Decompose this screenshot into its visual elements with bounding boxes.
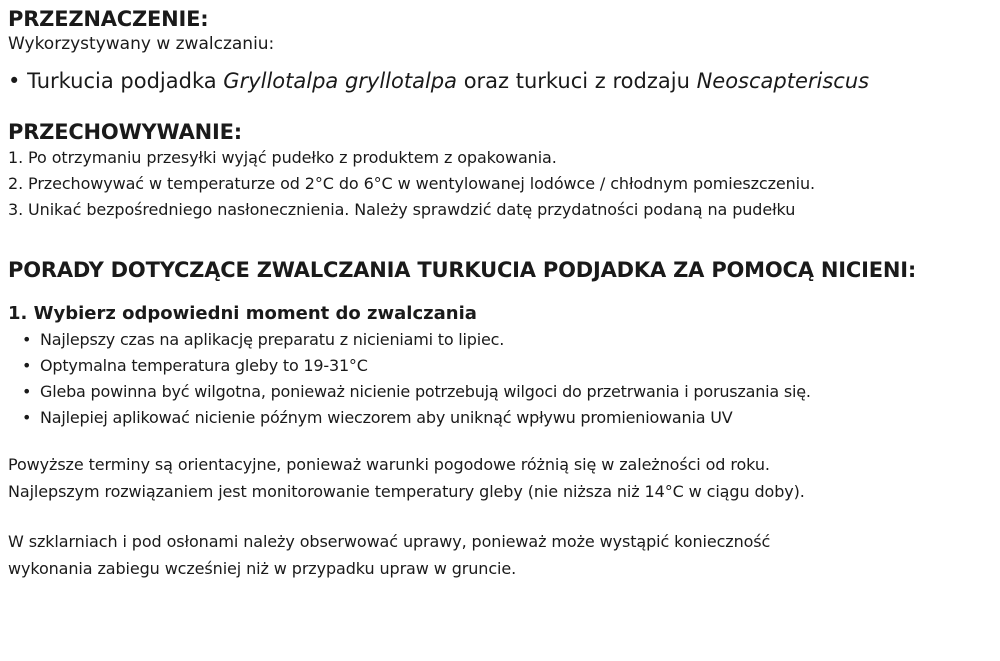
storage-step-1: 1. Po otrzymaniu przesyłki wyjąć pudełko z produktem z opakowania. (8, 148, 557, 167)
paragraph-line: Najlepszym rozwiązaniem jest monitorowanie temperatury gleby (nie niższa niż 14°C w ciągu doby). (8, 482, 805, 501)
list-item: • Najlepszy czas na aplikację preparatu z nicieniami to lipiec. (20, 327, 986, 353)
list-item: • Najlepiej aplikować nicienie późnym wieczorem aby uniknąć wpływu promieniowania UV (20, 405, 986, 431)
section-description: Wykorzystywany w zwalczaniu: (8, 34, 275, 54)
target-text-middle: oraz turkuci z rodzaju (457, 69, 697, 93)
paragraph-terminy (8, 451, 986, 505)
paragraph-szklarnie (8, 528, 986, 582)
paragraph-line: W szklarniach i pod osłonami należy obserwować uprawy, ponieważ może wystąpić konieczność (8, 532, 771, 551)
paragraph-line: wykonania zabiegu wcześniej niż w przypadku upraw w gruncie. (8, 559, 517, 578)
list-item: • Optymalna temperatura gleby to 19-31°C (20, 353, 986, 379)
advice-subheading: 1. Wybierz odpowiedni moment do zwalczania (8, 303, 477, 324)
paragraph-line: Powyższe terminy są orientacyjne, ponieważ warunki pogodowe różnią się w zależności od roku. (8, 455, 770, 474)
bullet-glyph: • (8, 69, 21, 93)
storage-step-2: 2. Przechowywać w temperaturze od 2°C do 6°C w wentylowanej lodówce / chłodnym pomieszczeniu. (8, 174, 816, 193)
species-name-neoscapteriscus: Neoscapteriscus (696, 69, 870, 93)
section-heading-przechowywanie: PRZECHOWYWANIE: (8, 120, 242, 144)
section-heading-porady: PORADY DOTYCZĄCE ZWALCZANIA TURKUCIA PODJADKA ZA POMOCĄ NICIENI: (8, 258, 917, 282)
storage-step-3: 3. Unikać bezpośredniego nasłonecznienia. Należy sprawdzić datę przydatności podaną na pudełku (8, 200, 796, 219)
target-pest-item (8, 67, 986, 95)
species-name-gryllotalpa: Gryllotalpa gryllotalpa (223, 69, 458, 93)
target-text-before: Turkucia podjadka (27, 69, 224, 93)
list-item: • Gleba powinna być wilgotna, ponieważ nicienie potrzebują wilgoci do przetrwania i poruszania się. (20, 379, 986, 405)
advice-bullet-list (8, 327, 986, 431)
section-heading-przeznaczenie: PRZEZNACZENIE: (8, 7, 209, 31)
document-page (8, 6, 986, 582)
